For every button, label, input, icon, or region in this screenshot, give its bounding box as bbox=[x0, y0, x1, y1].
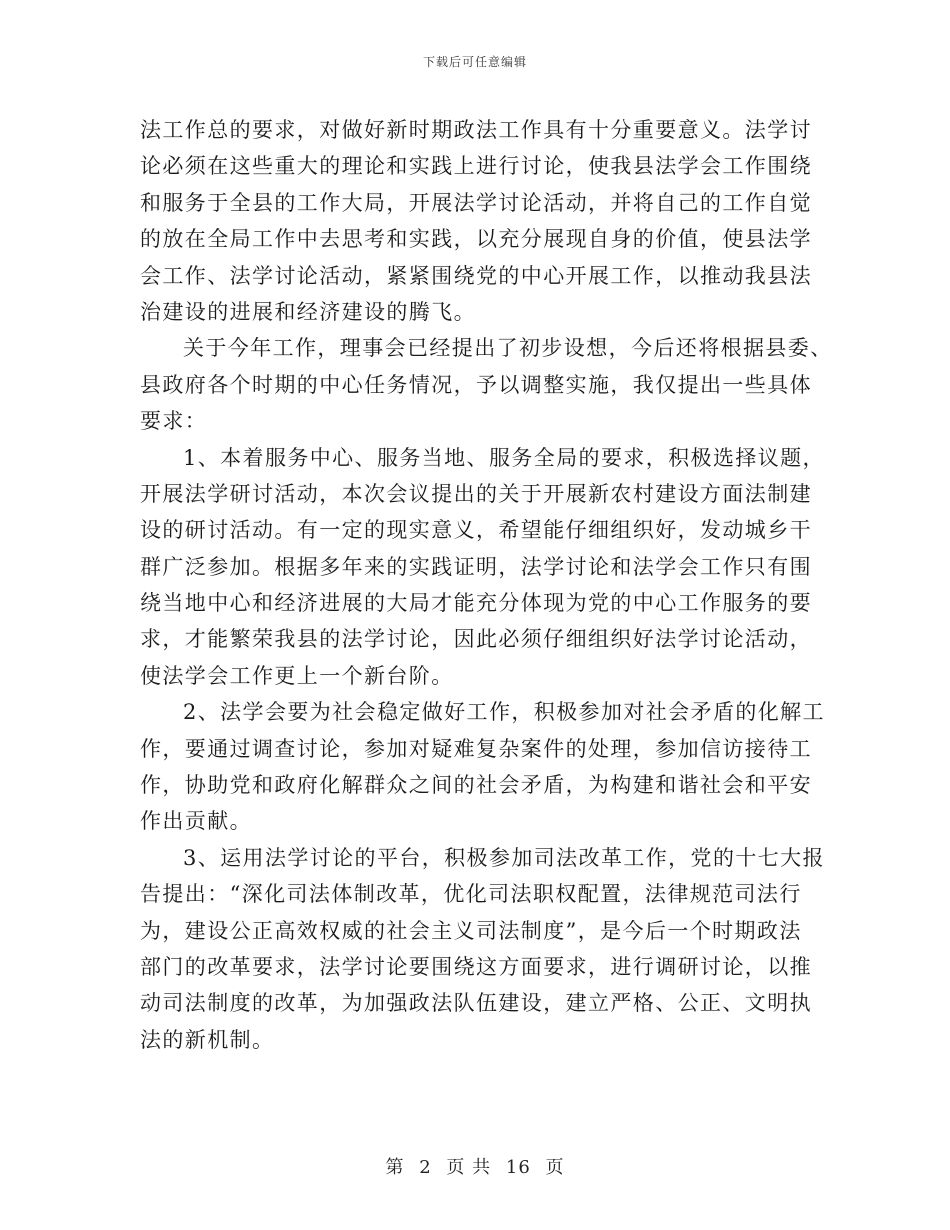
text-line: 使法学会工作更上一个新台阶。 bbox=[140, 663, 454, 688]
footer-suffix: 页 bbox=[545, 1157, 565, 1178]
total-page-count: 16 bbox=[505, 1157, 531, 1178]
text-line: 设的研讨活动。有一定的现实意义，希望能仔细组织好，发动城乡干 bbox=[140, 518, 812, 543]
footer-mid: 页 共 bbox=[446, 1157, 492, 1178]
text-line: 的放在全局工作中去思考和实践，以充分展现自身的价值，使县法学 bbox=[140, 227, 812, 252]
paragraph-start-line: 关于今年工作，理事会已经提出了初步设想，今后还将根据县委、 bbox=[183, 336, 833, 361]
current-page-number: 2 bbox=[419, 1157, 432, 1178]
document-body bbox=[140, 112, 833, 1058]
text-line: 法工作总的要求，对做好新时期政法工作具有十分重要意义。法学讨 bbox=[140, 118, 812, 142]
text-line: 告提出：“深化司法体制改革，优化司法职权配置，法律规范司法行 bbox=[140, 882, 802, 907]
text-line: 群广泛参加。根据多年来的实践证明，法学讨论和法学会工作只有围 bbox=[140, 554, 812, 579]
text-line: 作出贡献。 bbox=[140, 809, 252, 834]
paragraph-start-line: 2、法学会要为社会稳定做好工作，积极参加对社会矛盾的化解工 bbox=[183, 700, 825, 725]
text-line: 作，要通过调查讨论，参加对疑难复杂案件的处理，参加信访接待工 bbox=[140, 736, 812, 761]
page-header: 下载后可任意编辑 bbox=[422, 55, 527, 69]
paragraph-start-line: 1、本着服务中心、服务当地、服务全局的要求，积极选择议题， bbox=[183, 445, 825, 470]
text-line: 县政府各个时期的中心任务情况，予以调整实施，我仅提出一些具体 bbox=[140, 372, 812, 397]
footer-prefix: 第 bbox=[385, 1157, 405, 1178]
text-line: 治建设的进展和经济建设的腾飞。 bbox=[140, 299, 476, 324]
text-line: 开展法学研讨活动，本次会议提出的关于开展新农村建设方面法制建 bbox=[140, 481, 812, 506]
text-line: 部门的改革要求，法学讨论要围绕这方面要求，进行调研讨论，以推 bbox=[140, 954, 812, 979]
text-line: 求，才能繁荣我县的法学讨论，因此必须仔细组织好法学讨论活动， bbox=[140, 627, 812, 652]
text-line: 作，协助党和政府化解群众之间的社会矛盾，为构建和谐社会和平安 bbox=[140, 773, 812, 798]
paragraph-start-line: 3、运用法学讨论的平台，积极参加司法改革工作，党的十七大报 bbox=[183, 845, 825, 870]
text-line: 为，建设公正高效权威的社会主义司法制度”，是今后一个时期政法 bbox=[140, 918, 802, 943]
text-line: 要求： bbox=[140, 409, 208, 434]
text-line: 会工作、法学讨论活动，紧紧围绕党的中心开展工作，以推动我县法 bbox=[140, 263, 812, 288]
text-line: 法的新机制。 bbox=[140, 1027, 275, 1052]
text-line: 动司法制度的改革，为加强政法队伍建设，建立严格、公正、文明执 bbox=[140, 991, 812, 1016]
text-line: 和服务于全县的工作大局，开展法学讨论活动，并将自己的工作自觉 bbox=[140, 190, 812, 215]
text-line: 论必须在这些重大的理论和实践上进行讨论，使我县法学会工作围绕 bbox=[140, 154, 812, 179]
page-footer bbox=[0, 1153, 950, 1179]
text-line: 绕当地中心和经济进展的大局才能充分体现为党的中心工作服务的要 bbox=[140, 591, 812, 616]
